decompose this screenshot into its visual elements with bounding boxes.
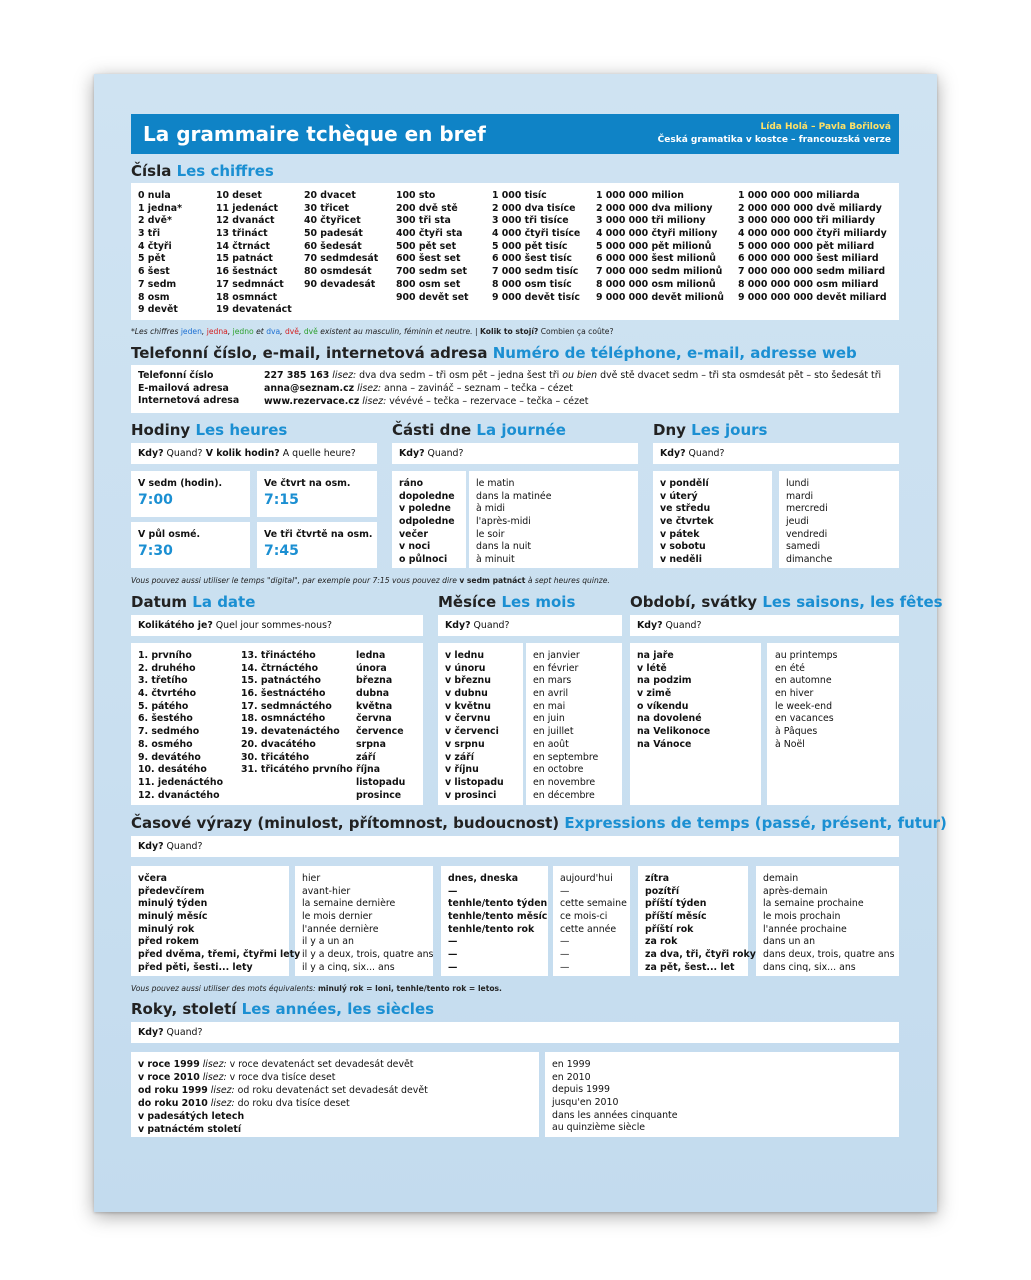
heading-hodiny: Hodiny Les heures — [131, 421, 288, 439]
list-item: en 1999 — [552, 1059, 591, 1070]
list-item: 2 000 000 000 dvě miliardy — [738, 202, 882, 214]
list-item: 4 000 čtyři tisíce — [492, 228, 581, 240]
list-item: 4 000 000 000 čtyři miliardy — [738, 228, 887, 240]
list-item: v prosinci — [445, 789, 497, 801]
months-cz — [445, 650, 504, 802]
list-item: 9 000 devět tisíc — [492, 291, 580, 303]
years-question-box — [131, 1022, 899, 1043]
list-item: v sobotu — [660, 541, 706, 553]
list-item: října — [356, 764, 381, 776]
list-item: 11. jedenáctého — [138, 776, 224, 788]
list-item: ráno — [399, 478, 424, 489]
list-item: 1 000 000 milion — [596, 190, 684, 201]
list-item: 500 pět set — [396, 240, 457, 252]
list-item: na Velikonoce — [637, 726, 711, 738]
list-item: 1 000 000 000 miliarda — [738, 190, 860, 201]
list-item: il y a deux, trois, quatre ans — [302, 949, 434, 961]
list-item: září — [356, 751, 376, 763]
list-item: dubna — [356, 688, 390, 700]
list-item: 3 000 000 000 tři miliardy — [738, 215, 876, 227]
list-item: depuis 1999 — [552, 1084, 610, 1096]
list-item: 3 000 000 tři miliony — [596, 215, 706, 227]
list-item: 7. sedmého — [138, 726, 200, 738]
seasons-fr — [775, 650, 837, 752]
months-fr — [533, 650, 598, 802]
past-cz — [138, 873, 300, 975]
list-item: 80 osmdesát — [304, 266, 372, 278]
list-item: à midi — [476, 503, 506, 515]
list-item: 600 šest set — [396, 253, 461, 265]
heading-fr: Les chiffres — [176, 162, 274, 180]
list-item: 6 000 000 šest milionů — [596, 253, 716, 265]
phone-labels — [138, 370, 239, 408]
web-row: www.rezervace.cz lisez: vévévé – tečka – rezervace – tečka – cézet — [264, 396, 589, 407]
numbers-note: *Les chiffres jeden, jedna, jedno et dva, dvě, dvě existent au masculin, féminin et neutre. | Kolik to stojí? Combien ça coûte? — [131, 327, 614, 336]
numbers-column — [304, 190, 378, 292]
list-item: listopadu — [356, 776, 406, 788]
list-item: v úterý — [660, 490, 698, 502]
time-label: V sedm (hodin). — [138, 478, 223, 489]
list-item: 8 000 osm tisíc — [492, 278, 572, 290]
list-item: v poledne — [399, 503, 451, 515]
list-item: ve středu — [660, 503, 711, 515]
list-item: před pěti, šesti... lety — [138, 961, 253, 973]
list-item: jusqu'en 2010 — [552, 1097, 619, 1109]
list-item: 6. šestého — [138, 713, 193, 725]
list-item: 4 čtyři — [138, 240, 172, 252]
list-item: en automne — [775, 675, 832, 687]
list-item: 10. desátého — [138, 764, 207, 776]
list-item: v pátek — [660, 528, 700, 540]
list-item: za pět, šest... let — [645, 961, 735, 973]
list-item: minulý rok — [138, 923, 195, 935]
list-item: — — [448, 885, 458, 897]
list-item: — — [560, 936, 570, 948]
heading-mesice: Měsíce Les mois — [438, 593, 576, 611]
page-title: La grammaire tchèque en bref — [143, 122, 486, 146]
list-item: 4 000 000 čtyři miliony — [596, 228, 718, 240]
list-item: 5 000 000 000 pět miliard — [738, 240, 875, 252]
list-item: v dubnu — [445, 688, 488, 700]
list-item: 2 000 000 dva miliony — [596, 202, 713, 214]
list-item: v říjnu — [445, 764, 479, 776]
list-item: dans la matinée — [476, 490, 552, 502]
list-item: příští týden — [645, 898, 707, 910]
list-item: en février — [533, 662, 579, 674]
days-cz — [660, 478, 714, 567]
year-row: v padesátých letech — [138, 1111, 245, 1122]
list-item: — — [448, 961, 458, 973]
list-item: 2 dvě* — [138, 215, 172, 227]
list-item: le matin — [476, 478, 515, 489]
heading-casove: Časové výrazy (minulost, přítomnost, budoucnost) Expressions de temps (passé, présent, futur) — [131, 814, 947, 832]
time-label: V půl osmé. — [138, 529, 201, 540]
list-item: le mois prochain — [763, 911, 841, 923]
date-question: Kolikátého je? Quel jour sommes-nous? — [138, 620, 332, 631]
list-item: en 2010 — [552, 1071, 591, 1083]
list-item: 17. sedmnáctého — [241, 700, 332, 712]
list-item: 400 čtyři sta — [396, 228, 463, 240]
list-item: 4. čtvrtého — [138, 688, 197, 700]
list-item: vendredi — [786, 528, 828, 540]
heading-datum: Datum La date — [131, 593, 256, 611]
list-item: příští měsíc — [645, 911, 707, 923]
list-item: 20 dvacet — [304, 190, 356, 201]
time-value: 7:00 — [138, 492, 173, 508]
list-item: před rokem — [138, 936, 199, 948]
list-item: tenhle/tento měsíc — [448, 911, 548, 923]
list-item: tenhle/tento týden — [448, 898, 548, 910]
list-item: v únoru — [445, 662, 486, 674]
list-item: 6 šest — [138, 266, 170, 278]
list-item: E-mailová adresa — [138, 382, 229, 394]
list-item: 200 dvě stě — [396, 202, 458, 214]
list-item: 8 000 000 osm milionů — [596, 278, 716, 290]
list-item: v květnu — [445, 700, 491, 712]
list-item: 3 tři — [138, 228, 161, 240]
list-item: hier — [302, 873, 321, 884]
hours-question: Kdy? Quand? V kolik hodin? A quelle heure? — [138, 448, 356, 459]
list-item: 70 sedmdesát — [304, 253, 379, 265]
list-item: — — [560, 961, 570, 973]
list-item: il y a cinq, six... ans — [302, 961, 395, 973]
list-item: v červnu — [445, 713, 491, 725]
present-fr — [560, 873, 627, 975]
list-item: avant-hier — [302, 885, 351, 897]
list-item: en juillet — [533, 726, 574, 738]
list-item: 16 šestnáct — [216, 266, 278, 278]
list-item: srpna — [356, 738, 386, 750]
future-fr — [763, 873, 894, 975]
list-item: na dovolené — [637, 713, 702, 725]
list-item: 20. dvacátého — [241, 738, 316, 750]
heading-dny: Dny Les jours — [653, 421, 768, 439]
list-item: příští rok — [645, 923, 694, 935]
list-item: 9 000 000 000 devět miliard — [738, 291, 887, 303]
list-item: 16. šestnáctého — [241, 688, 326, 700]
list-item: 18 osmnáct — [216, 291, 278, 303]
authors-block — [658, 121, 891, 147]
list-item: v srpnu — [445, 738, 485, 750]
list-item: 900 devět set — [396, 291, 469, 303]
time-expr-question-box — [131, 836, 899, 857]
list-item: v zimě — [637, 688, 672, 700]
list-item: en septembre — [533, 751, 599, 763]
list-item: před dvěma, třemi, čtyřmi lety — [138, 949, 301, 961]
list-item: pozítří — [645, 885, 680, 897]
list-item: — — [560, 885, 570, 897]
list-item: tenhle/tento rok — [448, 923, 535, 935]
list-item: 30. třicátého — [241, 751, 310, 763]
list-item: 12. dvanáctého — [138, 789, 220, 801]
list-item: 5. pátého — [138, 700, 189, 712]
list-item: ledna — [356, 650, 386, 661]
list-item: prosince — [356, 789, 402, 801]
list-item: zítra — [645, 873, 670, 884]
list-item: 13 třináct — [216, 228, 268, 240]
list-item: 800 osm set — [396, 278, 461, 290]
list-item: 8 000 000 000 osm miliard — [738, 278, 879, 290]
list-item: 30 třicet — [304, 202, 350, 214]
list-item: v pondělí — [660, 478, 709, 489]
list-item: 19 devatenáct — [216, 304, 292, 316]
list-item: Internetová adresa — [138, 395, 240, 407]
years-fr — [552, 1059, 678, 1135]
list-item: 15. patnáctého — [241, 675, 321, 687]
list-item: cette semaine — [560, 898, 627, 910]
daypart-cz — [399, 478, 455, 567]
list-item: o půlnoci — [399, 554, 448, 566]
list-item: v listopadu — [445, 776, 504, 788]
list-item: lundi — [786, 478, 810, 489]
list-item: 11 jedenáct — [216, 202, 278, 214]
seasons-cz — [637, 650, 710, 752]
list-item: července — [356, 726, 404, 738]
numbers-column — [492, 190, 580, 304]
list-item: mercredi — [786, 503, 828, 515]
email-row: anna@seznam.cz lisez: anna – zavináč – seznam – tečka – cézet — [264, 383, 573, 394]
list-item: samedi — [786, 541, 821, 553]
list-item: večer — [399, 528, 429, 540]
list-item: 14. čtrnáctého — [241, 662, 319, 674]
list-item: 40 čtyřicet — [304, 215, 361, 227]
list-item: l'année dernière — [302, 923, 379, 935]
list-item: minulý měsíc — [138, 911, 208, 923]
list-item: v červenci — [445, 726, 499, 738]
list-item: en août — [533, 738, 569, 750]
list-item: za dva, tři, čtyři roky — [645, 949, 756, 961]
seasons-question: Kdy? Quand? — [637, 620, 702, 631]
heading-castidne: Části dne La journée — [392, 421, 566, 439]
list-item: en décembre — [533, 789, 595, 801]
year-row: od roku 1999 lisez: od roku devatenáct set devadesát devět — [138, 1085, 428, 1096]
numbers-column — [396, 190, 469, 304]
list-item: 100 sto — [396, 190, 436, 201]
list-item: la semaine prochaine — [763, 898, 864, 910]
list-item: na podzim — [637, 675, 692, 687]
list-item: v září — [445, 751, 474, 763]
list-item: le mois dernier — [302, 911, 373, 923]
years-question: Kdy? Quand? — [138, 1027, 203, 1038]
date-col — [241, 650, 353, 777]
title-banner — [131, 114, 899, 154]
list-item: 7 000 000 000 sedm miliard — [738, 266, 886, 278]
numbers-column — [738, 190, 887, 304]
list-item: 700 sedm set — [396, 266, 467, 278]
list-item: 60 šedesát — [304, 240, 362, 252]
list-item: le week-end — [775, 700, 833, 712]
list-item: 300 tři sta — [396, 215, 451, 227]
list-item: Telefonní číslo — [138, 370, 214, 381]
list-item: 2. druhého — [138, 662, 196, 674]
time-label: Ve čtvrt na osm. — [264, 478, 351, 489]
list-item: en janvier — [533, 650, 580, 661]
year-row: v roce 1999 lisez: v roce devatenáct set devadesát devět — [138, 1059, 414, 1070]
list-item: 15 patnáct — [216, 253, 273, 265]
list-item: dopoledne — [399, 490, 455, 502]
time-label: Ve tři čtvrtě na osm. — [264, 529, 373, 540]
date-col — [138, 650, 223, 802]
list-item: 9. devátého — [138, 751, 201, 763]
list-item: 9 000 000 devět milionů — [596, 291, 724, 303]
list-item: le soir — [476, 528, 505, 540]
list-item: 1. prvního — [138, 650, 192, 661]
list-item: cette année — [560, 923, 617, 935]
list-item: za rok — [645, 936, 678, 948]
list-item: 9 devět — [138, 304, 178, 316]
list-item: 5 000 pět tisíc — [492, 240, 568, 252]
list-item: en octobre — [533, 764, 584, 776]
list-item: aujourd'hui — [560, 873, 613, 884]
numbers-column — [596, 190, 724, 304]
list-item: 10 deset — [216, 190, 262, 201]
list-item: 50 padesát — [304, 228, 363, 240]
list-item: 7 000 000 sedm milionů — [596, 266, 723, 278]
present-cz — [448, 873, 547, 975]
list-item: odpoledne — [399, 516, 455, 528]
list-item: na Vánoce — [637, 738, 692, 750]
daypart-fr — [476, 478, 551, 567]
heading-obdobi: Období, svátky Les saisons, les fêtes — [630, 593, 943, 611]
list-item: en avril — [533, 688, 569, 700]
list-item: v lednu — [445, 650, 485, 661]
list-item: dans les années cinquante — [552, 1109, 678, 1121]
list-item: dans la nuit — [476, 541, 531, 553]
list-item: en novembre — [533, 776, 596, 788]
months-question: Kdy? Quand? — [445, 620, 510, 631]
time-value: 7:45 — [264, 543, 299, 559]
list-item: v létě — [637, 662, 667, 674]
list-item: 19. devatenáctého — [241, 726, 340, 738]
heading-cz: Čísla — [131, 162, 172, 180]
list-item: 8 osm — [138, 291, 170, 303]
phone-row: 227 385 163 lisez: dva dva sedm – tři osm pět – jedna šest tři ou bien dvě stě dvacet sedm – tři sta osmdesát pět – sto šedesát tři — [264, 370, 882, 381]
heading-telefon: Telefonní číslo, e-mail, internetová adresa Numéro de téléphone, e-mail, adresse web — [131, 344, 857, 362]
list-item: en vacances — [775, 713, 834, 725]
list-item: dnes, dneska — [448, 873, 519, 884]
list-item: demain — [763, 873, 799, 884]
heading-roky: Roky, století Les années, les siècles — [131, 1000, 435, 1018]
list-item: en hiver — [775, 688, 814, 700]
list-item: à Noël — [775, 738, 805, 750]
list-item: — — [560, 949, 570, 961]
list-item: 5 000 000 pět milionů — [596, 240, 712, 252]
list-item: včera — [138, 873, 167, 884]
date-months — [356, 650, 405, 802]
list-item: března — [356, 675, 393, 687]
list-item: 12 dvanáct — [216, 215, 275, 227]
list-item: minulý týden — [138, 898, 208, 910]
list-item: au printemps — [775, 650, 838, 661]
list-item: 2 000 dva tisíce — [492, 202, 576, 214]
time-expr-note: Vous pouvez aussi utiliser des mots équivalents: minulý rok = loni, tenhle/tento rok = letos. — [131, 984, 502, 993]
past-fr — [302, 873, 433, 975]
list-item: v noci — [399, 541, 431, 553]
authors: Lída Holá – Pavla Bořilová — [760, 122, 891, 132]
list-item: 17 sedmnáct — [216, 278, 284, 290]
list-item: 14 čtrnáct — [216, 240, 271, 252]
list-item: mardi — [786, 490, 814, 502]
list-item: 5 pět — [138, 253, 166, 265]
list-item: au quinzième siècle — [552, 1122, 646, 1134]
list-item: en mars — [533, 675, 572, 687]
days-question: Kdy? Quand? — [660, 448, 725, 459]
list-item: il y a un an — [302, 936, 354, 948]
list-item: června — [356, 713, 392, 725]
list-item: 1 000 tisíc — [492, 190, 547, 201]
time-value: 7:30 — [138, 543, 173, 559]
list-item: 0 nula — [138, 190, 171, 201]
list-item: 6 000 šest tisíc — [492, 253, 572, 265]
numbers-column — [138, 190, 182, 317]
list-item: jeudi — [786, 516, 809, 528]
list-item: 6 000 000 000 šest miliard — [738, 253, 879, 265]
list-item: 3 000 tři tisíce — [492, 215, 569, 227]
list-item: v březnu — [445, 675, 491, 687]
list-item: la semaine dernière — [302, 898, 396, 910]
list-item: à Pâques — [775, 726, 818, 738]
days-fr — [786, 478, 832, 567]
list-item: en été — [775, 662, 805, 674]
subtitle: Česká gramatika v kostce – francouzská verze — [657, 135, 891, 145]
list-item: dans deux, trois, quatre ans — [763, 949, 895, 961]
list-item: l'après-midi — [476, 516, 531, 528]
list-item: 3. třetího — [138, 675, 188, 687]
list-item: předevčírem — [138, 885, 205, 897]
list-item: dans cinq, six... ans — [763, 961, 856, 973]
year-row: v patnáctém století — [138, 1124, 242, 1135]
year-row: v roce 2010 lisez: v roce dva tisíce deset — [138, 1072, 336, 1083]
daypart-question: Kdy? Quand? — [399, 448, 464, 459]
list-item: dimanche — [786, 554, 833, 566]
time-expr-question: Kdy? Quand? — [138, 841, 203, 852]
heading-cisla — [131, 162, 274, 180]
list-item: dans un an — [763, 936, 816, 948]
future-cz — [645, 873, 756, 975]
list-item: 7 sedm — [138, 278, 177, 290]
list-item: à minuit — [476, 554, 515, 566]
list-item: února — [356, 662, 387, 674]
list-item: 13. třináctého — [241, 650, 316, 661]
list-item: — — [448, 936, 458, 948]
list-item: května — [356, 700, 393, 712]
list-item: 18. osmnáctého — [241, 713, 326, 725]
hours-note: Vous pouvez aussi utiliser le temps "digital", par exemple pour 7:15 vous pouvez dire v sedm patnáct à sept heures quinze. — [131, 576, 610, 585]
list-item: — — [448, 949, 458, 961]
list-item: l'année prochaine — [763, 923, 847, 935]
list-item: na jaře — [637, 650, 674, 661]
list-item: 1 jedna* — [138, 202, 182, 214]
list-item: en mai — [533, 700, 566, 712]
list-item: ce mois-ci — [560, 911, 608, 923]
time-value: 7:15 — [264, 492, 299, 508]
list-item: 7 000 sedm tisíc — [492, 266, 579, 278]
list-item: 31. třicátého prvního — [241, 764, 353, 776]
list-item: en juin — [533, 713, 565, 725]
year-row: do roku 2010 lisez: do roku dva tisíce deset — [138, 1098, 350, 1109]
list-item: 90 devadesát — [304, 278, 376, 290]
list-item: 8. osmého — [138, 738, 193, 750]
list-item: après-demain — [763, 885, 828, 897]
list-item: ve čtvrtek — [660, 516, 714, 528]
list-item: o víkendu — [637, 700, 689, 712]
list-item: v neděli — [660, 554, 702, 566]
numbers-column — [216, 190, 292, 317]
